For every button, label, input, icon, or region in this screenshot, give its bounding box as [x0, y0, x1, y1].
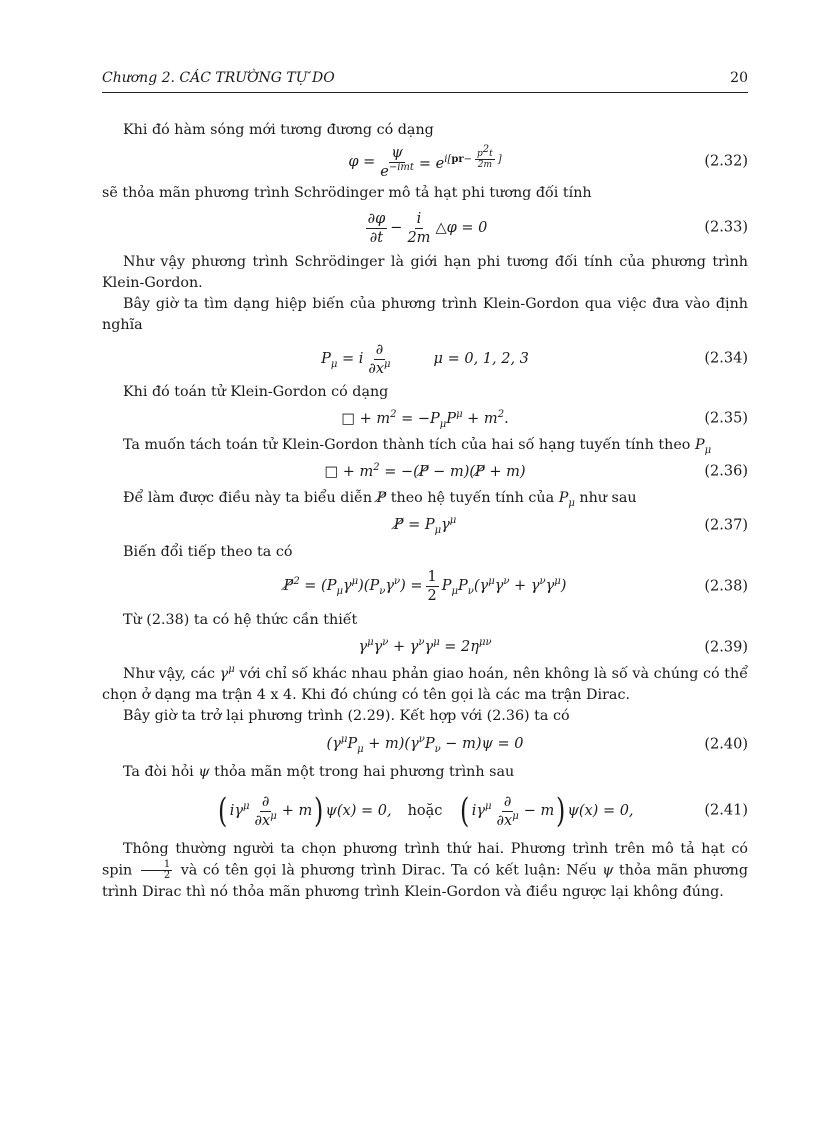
paragraph: Như vậy, các $\gamma^\mu$ với chỉ số khác nhau phản giao hoán, nên không là số và chúng có thể chọn ở dạng ma trận 4 x 4. Khi đó chúng có tên gọi là các ma trận Dirac. [102, 664, 748, 703]
paragraph: Ta đòi hỏi ψ thỏa mãn một trong hai phương trình sau [123, 764, 515, 780]
paragraph-text: Như vậy, các [123, 666, 216, 682]
paragraph: Bây giờ ta tìm dạng hiệp biến của phương trình Klein-Gordon qua việc đưa vào định nghĩa [102, 296, 748, 333]
equation-number: (2.36) [704, 463, 748, 480]
paragraph-text: Thông thường người ta chọn phương trình thứ hai. Phương trình trên mô tả hạt có spin [102, 841, 748, 879]
equation-2-39: $\gamma^\mu\gamma^\nu + \gamma^\nu\gamma^\mu = 2\eta^{\mu\nu}$ (2.39) [102, 631, 748, 664]
paragraph-text: với chỉ số khác nhau phản giao hoán, nên không là số và chúng có thể chọn ở dạng ma trận 4 x 4. Khi đó chúng có tên gọi là các ma trận Dirac. [102, 666, 748, 703]
equation-2-41: ( $i\gamma^\mu$ $\frac{\partial}{\partial x^\mu}$ + m ) ψ(x) = 0, hoặc ( $i\gamma^\mu$ $\frac{\partial}{\partial x^\mu}$ − m ) ψ(x) = 0, (2.41) [218, 791, 748, 831]
equation-number: (2.40) [704, 736, 748, 752]
paragraph-text: thỏa mãn một trong hai phương trình sau [214, 764, 515, 780]
equation-2-32: φ = $\frac{\psi}{e^{-imt}}$ = $e^{i[pr- \frac{p^2t}{2m} ]}$ (2.32) [348, 144, 748, 180]
paragraph-text: theo hệ tuyến tính của [390, 490, 555, 506]
running-header [102, 70, 748, 93]
paragraph: Từ (2.38) ta có hệ thức cần thiết [123, 612, 358, 628]
paragraph: Bây giờ ta trở lại phương trình (2.29). Kết hợp với (2.36) ta có [123, 708, 570, 724]
paragraph: Thông thường người ta chọn phương trình thứ hai. Phương trình trên mô tả hạt có spin $\frac{1}{2}$ và có tên gọi là phương trình Dirac. Ta có kết luận: Nếu ψ thỏa mãn phương trình Dirac thì nó thỏa mãn phương trình Klein-Gordon và điều ngược lại không đúng. [102, 841, 749, 900]
equation-2-38: P̸$^2$ = $(P_\mu\gamma^\mu)(P_\nu\gamma^\nu)$ = $\frac{1}{2}$ $P_\mu P_\nu(\gamma^\mu\gamma^\nu + \gamma^\nu\gamma^\mu)$ (2.38) [283, 569, 748, 604]
paragraph-text: thỏa mãn phương trình Dirac thì nó thỏa mãn phương trình Klein-Gordon và điều ngược lại không đúng. [102, 862, 749, 900]
page-number: 20 [730, 70, 748, 86]
equation-number: (2.34) [704, 350, 748, 367]
paragraph-text: Để làm được điều này ta biểu diễn [123, 490, 373, 506]
paragraph-text: và có tên gọi là phương trình Dirac. Ta có kết luận: Nếu [180, 862, 597, 879]
page [102, 70, 748, 903]
mu-range: μ = 0, 1, 2, 3 [433, 350, 529, 367]
equation-2-36: □ + $m^2$ = −(P̸ − m)(P̸ + m) (2.36) [102, 456, 748, 488]
paragraph: Như vậy phương trình Schrödinger là giới hạn phi tương đối tính của phương trình Klein-Gordon. [102, 254, 748, 291]
equation-number: (2.33) [704, 219, 748, 236]
equation-number: (2.37) [704, 517, 748, 533]
paragraph-text: Ta đòi hỏi [123, 764, 194, 780]
equation-2-40: $(\gamma^\mu P_\mu + m)(\gamma^\nu P_\nu - m)\psi = 0$ (2.40) [326, 734, 748, 755]
conjunction-or: hoặc [407, 802, 443, 819]
paragraph: Để làm được điều này ta biểu diễn P̸ theo hệ tuyến tính của $P_\mu$ như sau [123, 490, 637, 509]
paragraph: Khi đó hàm sóng mới tương đương có dạng [123, 122, 434, 138]
paragraph: Biến đổi tiếp theo ta có [123, 544, 293, 560]
equation-number: (2.41) [704, 802, 748, 819]
paragraph-text: Ta muốn tách toán tử Klein-Gordon thành tích của hai số hạng tuyến tính theo [123, 437, 691, 453]
paragraph: sẽ thỏa mãn phương trình Schrödinger mô tả hạt phi tương đối tính [102, 185, 592, 201]
chapter-title: Chương 2. CÁC TRƯỜNG TỰ DO [102, 70, 335, 86]
equation-number: (2.38) [704, 578, 748, 594]
page-body [102, 120, 748, 903]
equation-number: (2.32) [704, 153, 748, 170]
equation-number: (2.35) [704, 410, 748, 427]
equation-2-37: P̸ = $P_\mu\gamma^\mu$ (2.37) [393, 515, 748, 536]
paragraph: Ta muốn tách toán tử Klein-Gordon thành tích của hai số hạng tuyến tính theo $P_\mu$ [123, 437, 712, 456]
equation-2-33: $\frac{\partial\varphi}{\partial t}$ − $\frac{i}{2m}$ △ φ = 0 (2.33) [367, 210, 748, 246]
equation-2-35: □ + $m^2 = -P_\mu P^\mu + m^2$. (2.35) [341, 408, 748, 430]
paragraph-text: như sau [579, 490, 637, 506]
equation-number: (2.39) [704, 639, 748, 655]
equation-2-34: $P_\mu = i$ $\frac{\partial}{\partial x^\mu}$ μ = 0, 1, 2, 3 (2.34) [321, 341, 748, 377]
paragraph: Khi đó toán tử Klein-Gordon có dạng [123, 384, 389, 400]
